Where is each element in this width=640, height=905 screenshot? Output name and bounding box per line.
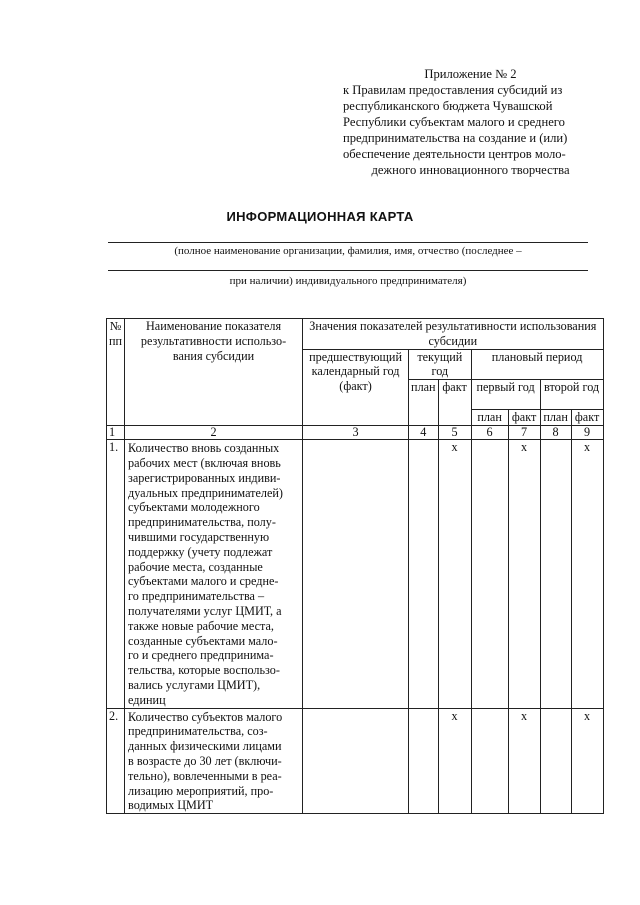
row-text-line: рабочих мест (включая вновь [128,455,281,470]
value-cell [409,708,439,814]
appendix-title: Приложение № 2 [424,67,517,81]
row-text-line: рабочие места, созданные [128,559,263,574]
row-text-line: го предпринимательства – [128,589,265,604]
row-number: 2. [107,708,125,814]
row-text-line: дуальных предпринимателей) [128,485,283,500]
value-cell [303,440,409,708]
value-cell [471,440,508,708]
appendix-line: обеспечение деятельности центров моло- [343,147,566,161]
row-text-line: данных физическими лицами [128,739,282,754]
header-first-plan: план [471,410,508,426]
header-current-plan: план [409,380,439,426]
row-text-line: Количество вновь созданных [128,441,280,456]
row-text-line: водимых ЦМИТ [128,798,214,813]
row-text-line: также новые рабочие места, [128,618,274,633]
appendix-line: дежного инновационного творчества [371,163,570,177]
organization-caption-2: при наличии) индивидуального предпринимателя) [229,275,467,287]
header-indicator-name: Наименование показателя результативности использо- вания субсидии [125,319,303,426]
header-num: № пп [107,319,125,426]
row-text-line: единиц [128,692,166,707]
column-number: 3 [303,426,409,440]
row-text-line: предпринимательства, соз- [128,724,268,739]
column-number: 5 [438,426,471,440]
header-second-fact: факт [571,410,603,426]
column-numbers-row [107,426,604,440]
column-number: 7 [508,426,540,440]
value-cell: х [438,440,471,708]
row-text-line: чившими государственную [128,529,270,544]
row-text-line: лизацию мероприятий, про- [128,783,274,798]
header-row [107,319,604,350]
row-text-line: получателями услуг ЦМИТ, а [128,603,282,618]
organization-name-line-2 [108,270,588,271]
column-number: 8 [540,426,571,440]
row-text-line: тельно), вовлеченными в реа- [128,768,282,783]
row-text-line: Количество субъектов малого [128,709,283,724]
appendix-block [343,66,598,178]
value-cell: х [571,708,603,814]
row-text-line: вались услугами ЦМИТ), [128,677,261,692]
header-values: Значения показателей результативности использования субсидии [303,319,604,350]
column-number: 9 [571,426,603,440]
value-cell [471,708,508,814]
organization-name-line [108,242,588,243]
appendix-line: предпринимательства на создание и (или) [343,131,568,145]
value-cell [540,440,571,708]
header-plan-period: плановый период [471,349,603,380]
row-text-line: в возрасте до 30 лет (включи- [128,753,282,768]
header-second-year: второй год [540,380,603,410]
column-number: 2 [125,426,303,440]
header-first-fact: факт [508,410,540,426]
row-text-line: тельства, которые воспользо- [128,663,280,678]
indicators-table [106,318,604,814]
appendix-line: Республики субъектам малого и среднего [343,115,565,129]
header-prev-year: предшествующий календарный год (факт) [303,349,409,426]
row-text-line: предпринимательства, полу- [128,515,276,530]
header-first-year: первый год [471,380,540,410]
document-title: ИНФОРМАЦИОННАЯ КАРТА [226,209,414,224]
row-indicator-name [125,440,303,708]
appendix-text [343,82,598,178]
row-text-line: субъектами малого и средне- [128,574,279,589]
value-cell: х [571,440,603,708]
column-number: 6 [471,426,508,440]
row-text-line: зарегистрированных индиви- [128,470,281,485]
row-text-line: поддержку (учету подлежат [128,544,273,559]
column-number: 4 [409,426,439,440]
row-number: 1. [107,440,125,708]
value-cell [409,440,439,708]
value-cell [303,708,409,814]
row-text-line: созданные субъектами мало- [128,633,278,648]
appendix-line: республиканского бюджета Чувашской [343,99,553,113]
row-indicator-name [125,708,303,814]
table-row [107,708,604,814]
header-second-plan: план [540,410,571,426]
value-cell: х [508,440,540,708]
row-text-line: субъектами молодежного [128,500,260,515]
table-row [107,440,604,708]
organization-caption-1: (полное наименование организации, фамилия, имя, отчество (последнее – [174,245,522,257]
value-cell [540,708,571,814]
appendix-line: к Правилам предоставления субсидий из [343,83,563,97]
header-current-fact: факт [438,380,471,426]
value-cell: х [438,708,471,814]
column-number: 1 [107,426,125,440]
value-cell: х [508,708,540,814]
header-current-year: текущий год [409,349,472,380]
row-text-line: го и среднего предпринима- [128,648,274,663]
